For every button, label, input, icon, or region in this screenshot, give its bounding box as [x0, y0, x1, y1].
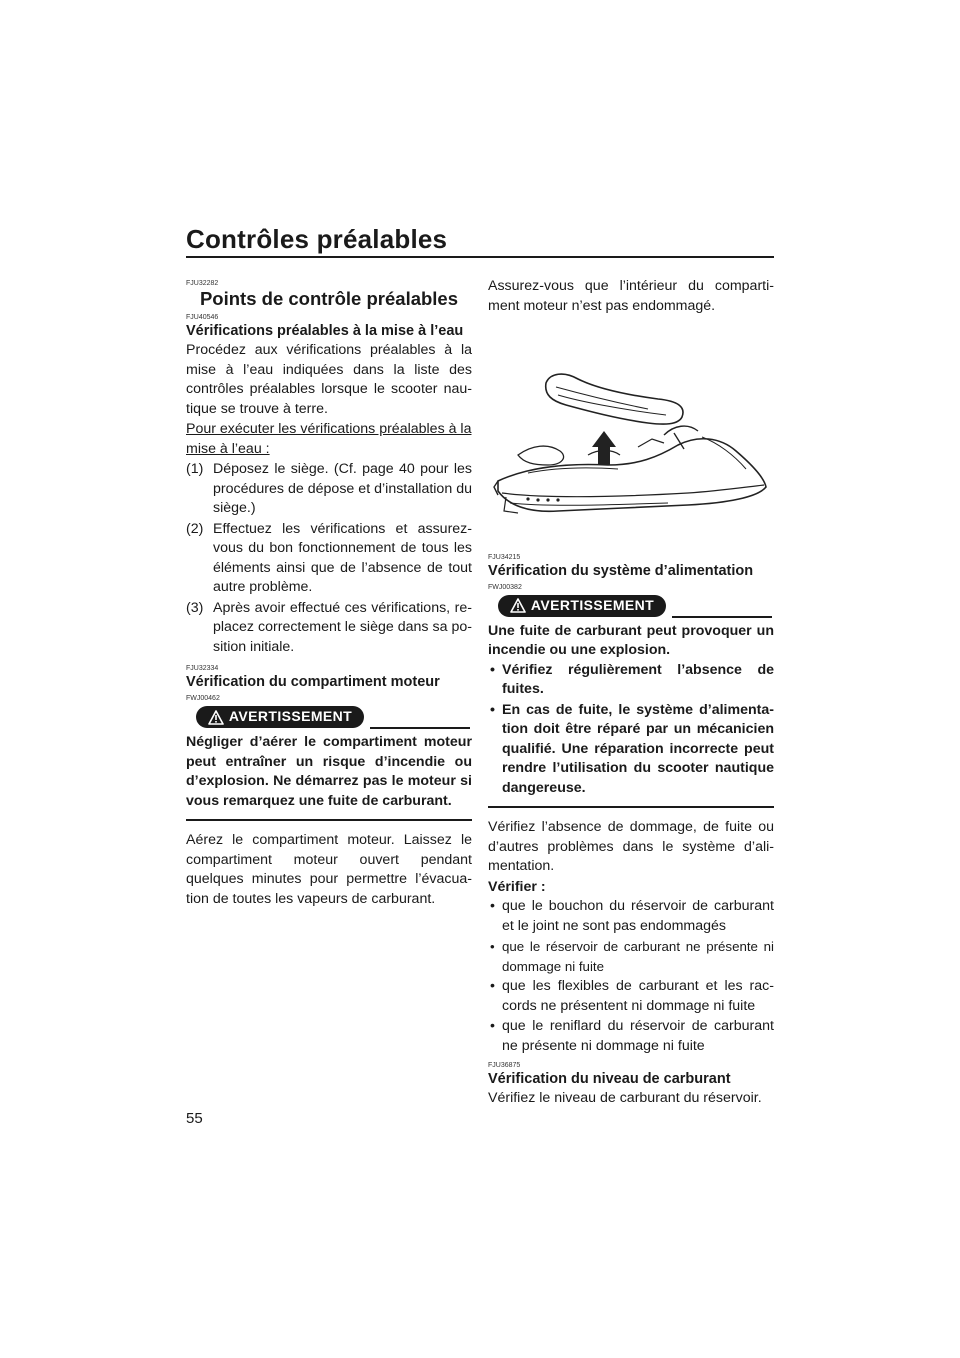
paragraph: Assurez-vous que l’intérieur du comparti-ment moteur n’est pas endommagé.	[488, 278, 774, 314]
warning-label: AVERTISSEMENT	[530, 596, 655, 613]
title-rule	[186, 256, 774, 258]
warning-rule	[370, 727, 470, 729]
check-item: • que le réservoir de carburant ne présente ni dommage ni fuite	[488, 937, 774, 976]
ref-code: FJU34215	[488, 553, 521, 561]
step-number: (1)	[186, 461, 204, 477]
subsection-title: Vérifications préalables à la mise à l’eau	[186, 323, 464, 339]
step-number: (2)	[186, 520, 204, 537]
ref-code: FWJ00382	[488, 583, 522, 591]
warning-header	[186, 705, 472, 729]
warning-end-rule	[186, 819, 472, 821]
warning-triangle-icon	[510, 598, 526, 613]
step-number: (3)	[186, 599, 204, 616]
page-title: Contrôles préalables	[186, 224, 448, 254]
page-number: 55	[186, 1110, 203, 1127]
check-item: • que les flexibles de carburant et les rac-cords ne présentent ni dommage ni fuite	[488, 977, 774, 1016]
step-text: Effectuez les vérifications et assurez-vous du bon fonctionnement de tous les éléments ainsi que de l’absence de tout autre problème.	[213, 520, 472, 595]
warning-label: AVERTISSEMENT	[228, 708, 353, 725]
step-item	[186, 599, 472, 658]
step-text: Déposez le siège. (Cf. page 40 pour les procédures de dépose et d’installation du siège.)	[213, 461, 472, 516]
ref-code: FJU36875	[488, 1062, 521, 1069]
subsection-title: Vérification du système d’alimentation	[488, 562, 754, 579]
ref-code: FJU40546	[186, 314, 219, 321]
warning-badge	[196, 706, 364, 728]
instruction-heading: Pour exécuter les vérifications préalables à la mise à l’eau :	[186, 421, 472, 457]
ref-code: FWJ00462	[186, 695, 220, 702]
step-item	[186, 460, 472, 519]
ref-code: FJU32282	[186, 280, 219, 287]
warning-end-rule	[488, 806, 774, 808]
warning-text: Négliger d’aérer le compartiment moteur peut entraîner un risque d’incendie ou d’explosion. Ne démarrez pas le moteur si vous remarquez une fuite de carburant.	[186, 734, 472, 809]
right-column	[488, 276, 774, 1110]
paragraph: Vérifiez l’absence de dommage, de fuite ou d’autres problèmes dans le système d’ali-mentation.	[488, 819, 774, 874]
paragraph: Aérez le compartiment moteur. Laissez le compartiment moteur ouvert pendant quelques minutes pour permettre l’évacua-tion de toutes les vapeurs de carburant.	[186, 832, 472, 907]
paragraph: Vérifiez le niveau de carburant du réservoir.	[488, 1090, 762, 1106]
warning-header	[488, 594, 774, 618]
warning-bullet: • Vérifiez régulièrement l’absence de fuites.	[488, 661, 774, 700]
subsection-title: Vérification du compartiment moteur	[186, 674, 440, 690]
check-item: • que le reniflard du réservoir de carburant ne présente ni dommage ni fuite	[488, 1017, 774, 1056]
ref-code: FJU32334	[186, 665, 219, 672]
check-item: • que le bouchon du réservoir de carburant et le joint ne sont pas endommagés	[488, 897, 774, 936]
warning-rule	[672, 616, 772, 618]
warning-bullet: • En cas de fuite, le système d’alimenta-tion doit être réparé par un mécanicien qualifié. Une réparation incorrecte peut rendre l’utilisation du scooter nautique dangereuse.	[488, 701, 774, 799]
section-title: Points de contrôle préalables	[199, 288, 459, 309]
paragraph: Procédez aux vérifications préalables à la mise à l’eau indiquées dans la liste des contrôles préalables lorsque le scooter nau-tique se trouve à terre.	[186, 342, 472, 417]
watercraft-illustration	[488, 327, 774, 537]
warning-text: Une fuite de carburant peut provoquer un incendie ou une explosion.	[488, 622, 774, 658]
step-text: Après avoir effectué ces vérifications, re-placez correctement le siège dans sa po-sition initiale.	[213, 599, 472, 655]
subsection-title: Vérification du niveau de carburant	[488, 1071, 731, 1087]
left-column	[186, 276, 472, 910]
warning-badge	[498, 595, 666, 617]
check-label: Vérifier :	[488, 878, 546, 895]
step-item	[186, 520, 472, 598]
warning-triangle-icon	[208, 710, 224, 725]
